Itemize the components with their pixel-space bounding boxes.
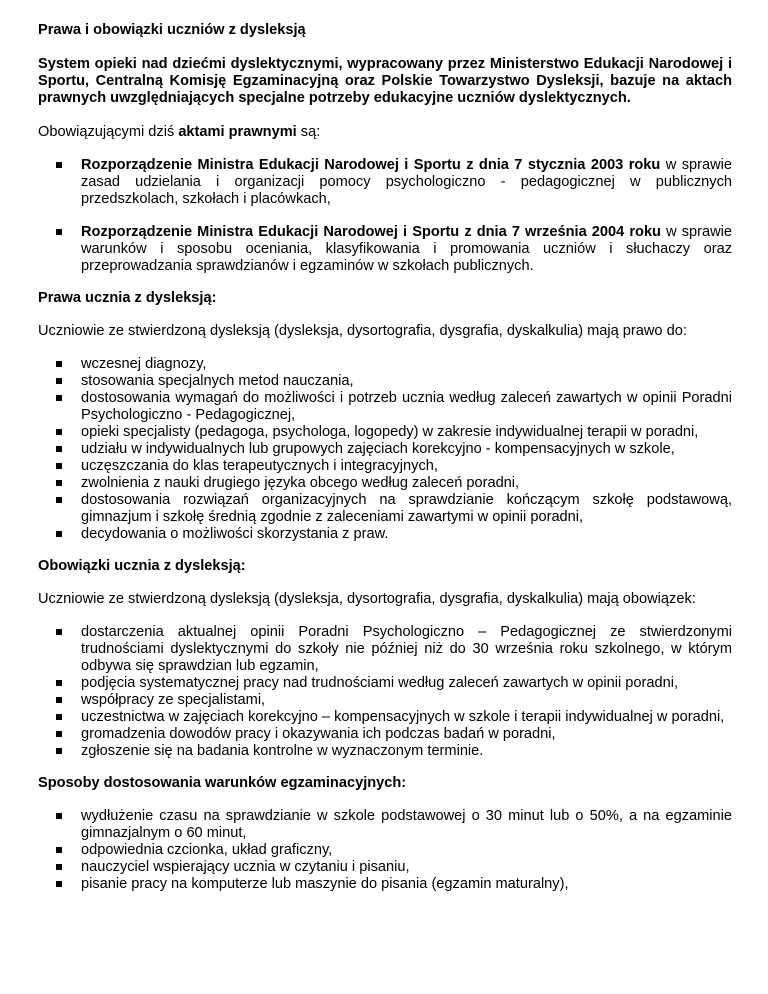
list-item-text: wydłużenie czasu na sprawdzianie w szkole podstawowej o 30 minut lub o 50%, a na egzaminie gimnazjalnym o 60 minut, — [81, 808, 732, 841]
list-item-text: dostosowania rozwiązań organizacyjnych na sprawdzianie kończącym szkołę podstawową, gimnazjum i szkołę średnią zgodnie z zaleceniami zawartymi w opinii poradni, — [81, 492, 732, 525]
acts-lead-before: Obowiązującymi dziś — [38, 124, 179, 140]
bullet-icon — [56, 697, 62, 703]
list-item-text: pisanie pracy na komputerze lub maszynie do pisania (egzamin maturalny), — [81, 876, 569, 892]
list-item-text: podjęcia systematycznej pracy nad trudnościami według zaleceń zawartych w opinii poradni, — [81, 675, 679, 691]
rights-list — [38, 356, 732, 543]
exam-list — [38, 808, 732, 893]
list-item — [38, 526, 732, 543]
act-description: w sprawie zasad udzielania i organizacji pomocy psychologiczno - pedagogicznej w publicznych przedszkolach, szkołach i placówkach, — [81, 157, 732, 207]
list-item — [38, 224, 732, 275]
list-item — [38, 808, 732, 842]
acts-list — [38, 157, 732, 275]
list-item — [38, 475, 732, 492]
bullet-icon — [56, 847, 62, 853]
bullet-icon — [56, 629, 62, 635]
bullet-icon — [56, 480, 62, 486]
list-item-text: zgłoszenie się na badania kontrolne w wyznaczonym terminie. — [81, 743, 484, 759]
bullet-icon — [56, 881, 62, 887]
list-item — [38, 157, 732, 208]
list-item — [38, 675, 732, 692]
page-title: Prawa i obowiązki uczniów z dysleksją — [38, 22, 306, 38]
bullet-icon — [56, 497, 62, 503]
rights-lead: Uczniowie ze stwierdzoną dysleksją (dysleksja, dysortografia, dysgrafia, dyskalkulia) mają prawo do: — [38, 323, 687, 339]
list-item — [38, 424, 732, 441]
list-item — [38, 842, 732, 859]
act-title: Rozporządzenie Ministra Edukacji Narodowej i Sportu z dnia 7 września 2004 roku — [81, 224, 661, 240]
list-item — [38, 373, 732, 390]
list-item-text: uczęszczania do klas terapeutycznych i integracyjnych, — [81, 458, 438, 474]
intro-paragraph: System opieki nad dziećmi dyslektycznymi, wypracowany przez Ministerstwo Edukacji Narodowej i Sportu, Centralną Komisję Egzaminacyjną oraz Polskie Towarzystwo Dysleksji, bazuje na aktach prawnych uwzględniających specjalne potrzeby edukacyjne uczniów dyslektycznych. — [38, 56, 732, 106]
bullet-icon — [56, 229, 62, 235]
bullet-icon — [56, 864, 62, 870]
bullet-icon — [56, 680, 62, 686]
bullet-icon — [56, 813, 62, 819]
list-item-text: współpracy ze specjalistami, — [81, 692, 266, 708]
duties-lead: Uczniowie ze stwierdzoną dysleksją (dysleksja, dysortografia, dysgrafia, dyskalkulia) mają obowiązek: — [38, 591, 696, 607]
list-item — [38, 390, 732, 424]
list-item — [38, 726, 732, 743]
list-item-text: nauczyciel wspierający ucznia w czytaniu i pisaniu, — [81, 859, 410, 875]
acts-lead — [38, 124, 732, 141]
list-item-text: gromadzenia dowodów pracy i okazywania ich podczas badań w poradni, — [81, 726, 556, 742]
bullet-icon — [56, 531, 62, 537]
acts-lead-bold: aktami prawnymi — [178, 124, 297, 140]
list-item — [38, 458, 732, 475]
list-item — [38, 876, 732, 893]
bullet-icon — [56, 378, 62, 384]
list-item — [38, 709, 732, 726]
rights-heading: Prawa ucznia z dysleksją: — [38, 290, 217, 306]
bullet-icon — [56, 714, 62, 720]
list-item-text: wczesnej diagnozy, — [81, 356, 207, 372]
list-item-text: stosowania specjalnych metod nauczania, — [81, 373, 354, 389]
duties-list — [38, 624, 732, 760]
list-item — [38, 441, 732, 458]
duties-heading: Obowiązki ucznia z dysleksją: — [38, 558, 246, 574]
bullet-icon — [56, 395, 62, 401]
bullet-icon — [56, 429, 62, 435]
list-item-text: decydowania o możliwości skorzystania z praw. — [81, 526, 389, 542]
list-item-text: uczestnictwa w zajęciach korekcyjno – kompensacyjnych w szkole i terapii indywidualnej w poradni, — [81, 709, 725, 725]
act-title: Rozporządzenie Ministra Edukacji Narodowej i Sportu z dnia 7 stycznia 2003 roku — [81, 157, 661, 173]
list-item-text: dostosowania wymagań do możliwości i potrzeb ucznia według zaleceń zawartych w opinii Poradni Psychologiczno - Pedagogicznej, — [81, 390, 732, 423]
bullet-icon — [56, 361, 62, 367]
bullet-icon — [56, 162, 62, 168]
list-item — [38, 743, 732, 760]
bullet-icon — [56, 731, 62, 737]
act-description: w sprawie warunków i sposobu oceniania, klasyfikowania i promowania uczniów i słuchaczy oraz przeprowadzania sprawdzianów i egzaminów w szkołach publicznych. — [81, 224, 732, 274]
list-item-text: odpowiednia czcionka, układ graficzny, — [81, 842, 333, 858]
list-item-text: zwolnienia z nauki drugiego języka obcego według zaleceń poradni, — [81, 475, 520, 491]
bullet-icon — [56, 463, 62, 469]
list-item-text: opieki specjalisty (pedagoga, psychologa, logopedy) w zakresie indywidualnej terapii w poradni, — [81, 424, 699, 440]
list-item — [38, 692, 732, 709]
acts-lead-after: są: — [296, 124, 321, 140]
list-item-text: dostarczenia aktualnej opinii Poradni Psychologiczno – Pedagogicznej ze stwierdzonymi trudnościami dyslektycznymi do szkoły nie później niż do 30 września roku szkolnego, w którym odbywa się sprawdzian lub egzamin, — [81, 624, 732, 674]
list-item — [38, 624, 732, 675]
list-item-text: udziału w indywidualnych lub grupowych zajęciach korekcyjno - kompensacyjnych w szkole, — [81, 441, 675, 457]
list-item — [38, 492, 732, 526]
exam-heading: Sposoby dostosowania warunków egzaminacyjnych: — [38, 775, 407, 791]
bullet-icon — [56, 748, 62, 754]
bullet-icon — [56, 446, 62, 452]
list-item — [38, 859, 732, 876]
list-item — [38, 356, 732, 373]
